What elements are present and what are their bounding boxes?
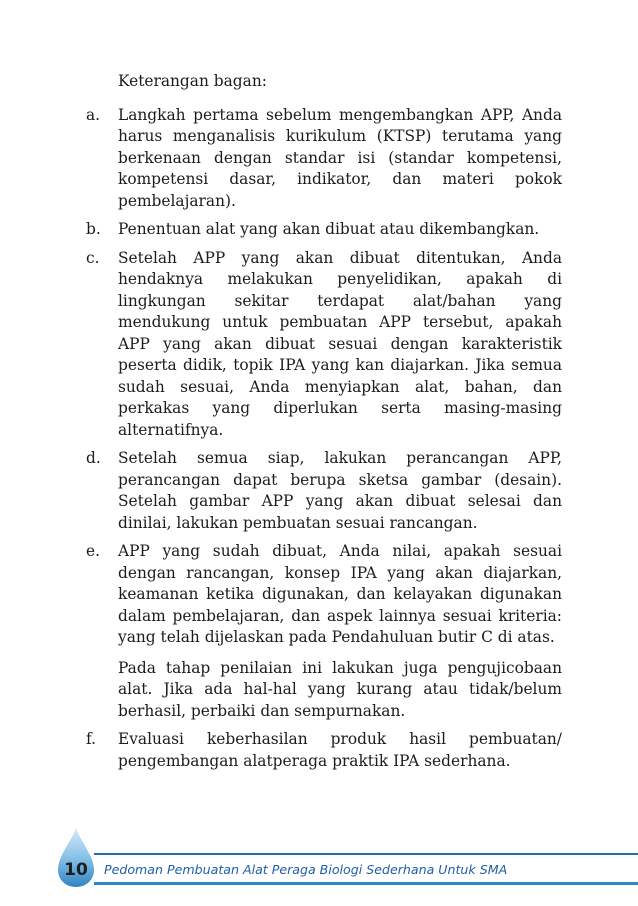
running-title: Pedoman Pembuatan Alat Peraga Biologi Sederhana Untuk SMA [104,862,508,877]
footer-rule-top [94,853,638,855]
list-item-text: Evaluasi keberhasilan produk hasil pembuatan/ pengembangan alatperaga praktik IPA sederhana. [118,730,562,770]
list-item-marker: c. [86,248,100,267]
footer-rule-bottom [94,882,638,885]
list-item-marker: f. [86,730,97,748]
list-item-marker: a. [86,105,101,124]
list-item-text: Langkah pertama sebelum mengembangkan APP, Anda harus menganalisis kurikulum (KTSP) terutama yang berkenaan dengan standar isi (standar kompetensi, kompetensi dasar, indikator, dan materi pokok pembelajaran). [118,105,562,210]
list-item [86,541,562,722]
list-item-text: APP yang sudah dibuat, Anda nilai, apakah sesuai dengan rancangan, konsep IPA yang akan diajarkan, keamanan ketika digunakan, dan kelayakan digunakan dalam pembelajaran, dan aspek lainnya sesuai kriteria: yang telah dijelaskan pada Pendahuluan butir C di atas. [118,542,562,646]
list-item [86,248,562,442]
list-item-text: Penentuan alat yang akan dibuat atau dikembangkan. [118,220,540,238]
list-item-marker: e. [86,542,101,560]
page-content [86,71,562,779]
page-footer [0,822,638,892]
list-item [86,448,562,534]
list-item [86,105,562,213]
step-list [86,105,562,773]
list-item-marker: b. [86,220,101,238]
list-item-text: Setelah semua siap, lakukan perancangan APP, perancangan dapat berupa sketsa gambar (desain). Setelah gambar APP yang akan dibuat selesai dan dinilai, lakukan pembuatan sesuai rancangan. [118,449,562,532]
list-item-marker: d. [86,449,101,467]
list-item [86,219,562,241]
list-item-text: Setelah APP yang akan dibuat ditentukan, Anda hendaknya melakukan penyelidikan, apakah di lingkungan sekitar terdapat alat/bahan yang mendukung untuk pembuatan APP tersebut, apakah APP yang akan dibuat sesuai dengan karakteristik peserta didik, topik IPA yang kan diajarkan. Jika semua sudah sesuai, Anda menyiapkan alat, bahan, dan perkakas yang diperlukan serta masing-masing alternatifnya. [118,248,562,439]
list-item-text: Pada tahap penilaian ini lakukan juga pengujicobaan alat. Jika ada hal-hal yang kurang atau tidak/belum berhasil, perbaiki dan sempurnakan. [118,658,562,720]
legend-heading: Keterangan bagan: [118,72,267,90]
list-item [86,729,562,772]
page-number: 10 [64,860,88,880]
